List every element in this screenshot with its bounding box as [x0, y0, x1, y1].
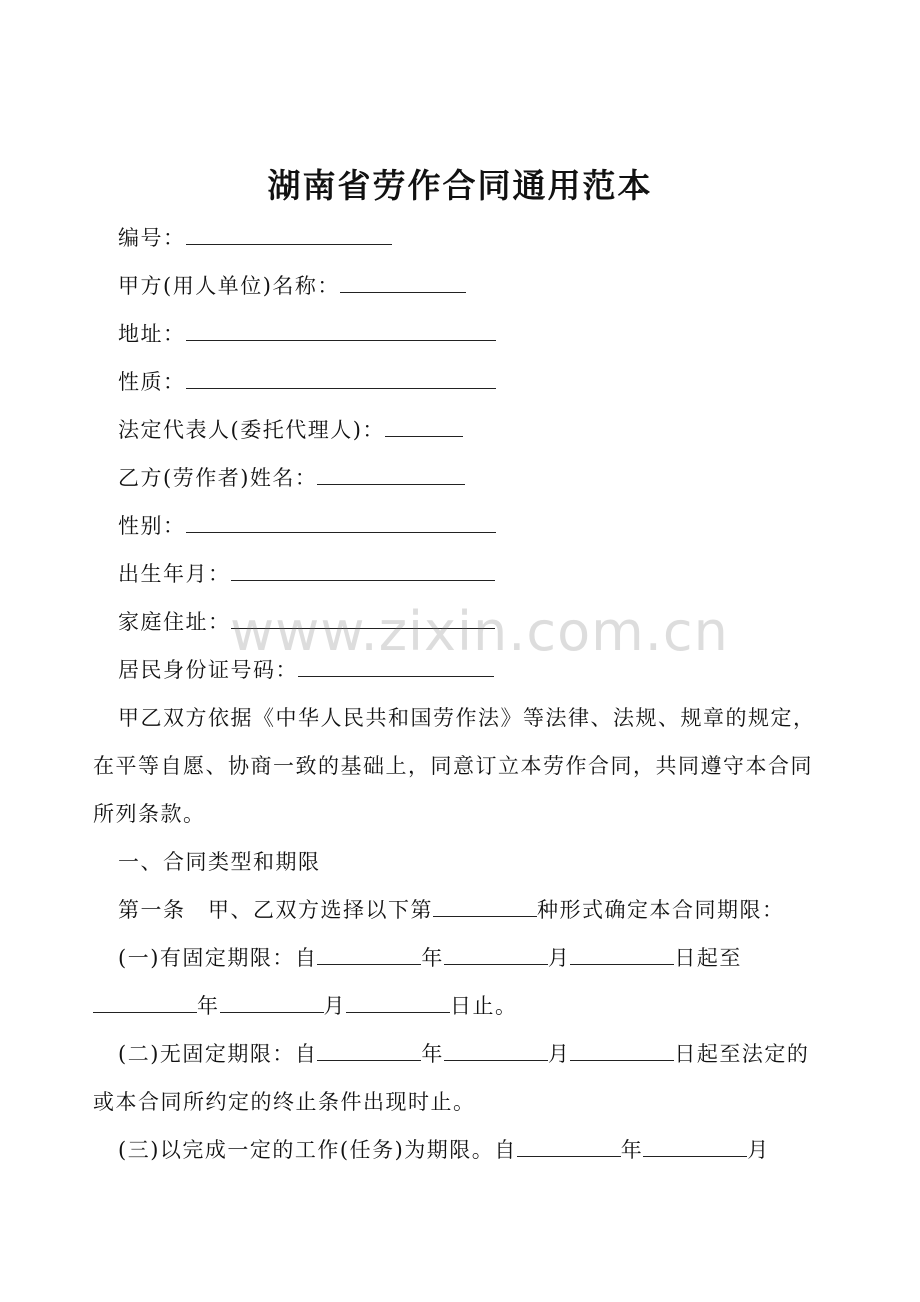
- blank-line: [317, 1036, 421, 1061]
- option-text: 年: [620, 1138, 644, 1162]
- blank-line: [93, 988, 197, 1013]
- preamble-line-1: 甲乙双方依据《中华人民共和国劳作法》等法律、法规、规章的规定，: [118, 706, 816, 730]
- preamble-line-3: 所列条款。: [93, 802, 206, 826]
- field-party-a-name: [118, 268, 466, 304]
- blank-line: [444, 1036, 548, 1061]
- field-number: [118, 220, 392, 256]
- field-birth: [118, 556, 495, 592]
- option-text: 月: [747, 1138, 770, 1162]
- blank-line: [186, 364, 496, 389]
- blank-line: [186, 316, 496, 341]
- field-label: 地址：: [118, 322, 186, 346]
- option-text: 年: [421, 1042, 444, 1066]
- option-2: [118, 1036, 809, 1072]
- option-text: (一)有固定期限：自: [118, 946, 318, 970]
- option-text: 年: [421, 946, 444, 970]
- option-text: 月: [547, 1042, 571, 1066]
- field-label: 居民身份证号码：: [118, 658, 298, 682]
- blank-line: [570, 1036, 674, 1061]
- field-label: 法定代表人(委托代理人)：: [118, 418, 385, 442]
- blank-line: [385, 412, 463, 437]
- document-title: 湖南省劳作合同通用范本: [267, 166, 653, 205]
- blank-line: [220, 988, 324, 1013]
- option-3: [118, 1132, 770, 1168]
- blank-line: [433, 892, 537, 917]
- option-text: 日起至: [674, 946, 742, 970]
- blank-line: [186, 220, 392, 245]
- option-text: 年: [197, 994, 220, 1018]
- blank-line: [186, 508, 496, 533]
- option-2-line-2: 或本合同所约定的终止条件出现时止。: [93, 1090, 476, 1114]
- field-legal-rep: [118, 412, 463, 448]
- blank-line: [570, 940, 674, 965]
- blank-line: [517, 1132, 621, 1157]
- option-text: (二)无固定期限：自: [118, 1042, 318, 1066]
- section-heading: 一、合同类型和期限: [118, 850, 321, 874]
- option-1: [118, 940, 742, 976]
- field-label: 性别：: [118, 514, 186, 538]
- option-1-line-2: [93, 988, 518, 1024]
- article-1: [118, 892, 785, 928]
- field-label: 甲方(用人单位)名称：: [118, 274, 340, 298]
- watermark: www.zixin.com.cn: [230, 600, 729, 663]
- blank-line: [346, 988, 450, 1013]
- field-gender: [118, 508, 496, 544]
- field-label: 编号：: [118, 226, 186, 250]
- option-text: 日止。: [450, 994, 518, 1018]
- field-address: [118, 316, 496, 352]
- field-label: 乙方(劳作者)姓名：: [118, 466, 318, 490]
- field-nature: [118, 364, 496, 400]
- blank-line: [643, 1132, 747, 1157]
- option-text: (三)以完成一定的工作(任务)为期限。自: [118, 1138, 517, 1162]
- article-text: 种形式确定本合同期限：: [537, 898, 785, 922]
- field-label: 性质：: [118, 370, 186, 394]
- field-party-b-name: [118, 460, 465, 496]
- field-label: 出生年月：: [118, 562, 231, 586]
- blank-line: [317, 460, 465, 485]
- option-text: 月: [323, 994, 346, 1018]
- blank-line: [231, 556, 495, 581]
- blank-line: [317, 940, 421, 965]
- blank-line: [340, 268, 466, 293]
- field-label: 家庭住址：: [118, 610, 231, 634]
- preamble-line-2: 在平等自愿、协商一致的基础上，同意订立本劳作合同，共同遵守本合同: [93, 754, 813, 778]
- blank-line: [444, 940, 548, 965]
- option-text: 月: [547, 946, 571, 970]
- option-text: 日起至法定的: [674, 1042, 810, 1066]
- article-text: 第一条 甲、乙双方选择以下第: [118, 898, 433, 922]
